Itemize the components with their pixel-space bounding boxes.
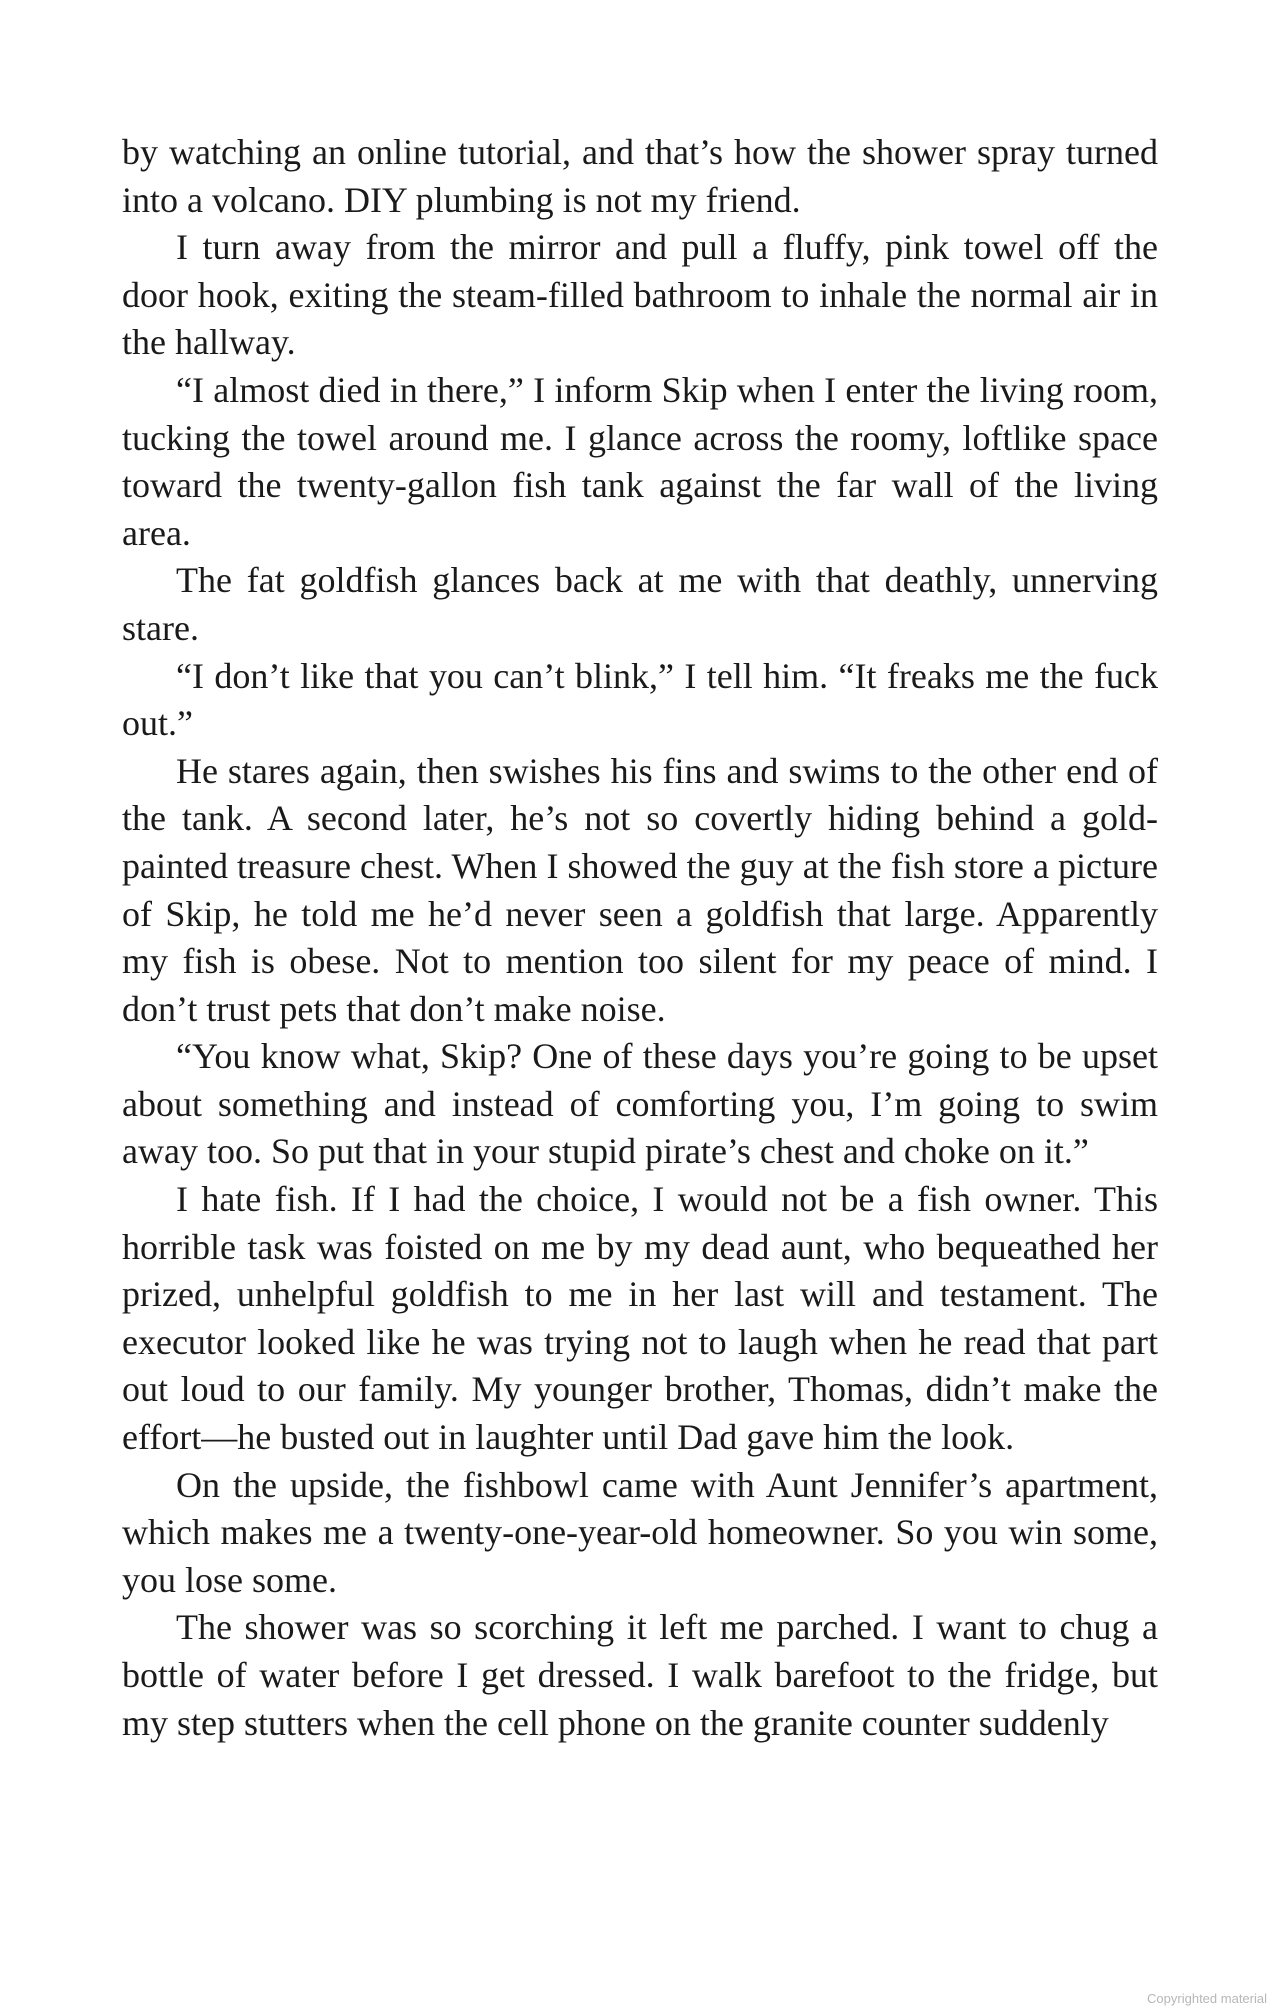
copyright-watermark: Copyrighted material — [1147, 1991, 1267, 2006]
paragraph: “You know what, Skip? One of these days you’re going to be upset about something and instead of comforting you, I’m going to swim away too. So put that in your stupid pirate’s chest and choke on it.” — [122, 1036, 1158, 1172]
paragraph: I turn away from the mirror and pull a fluffy, pink towel off the door hook, exiting the steam-filled bathroom to inhale the normal air in the hallway. — [122, 227, 1158, 363]
paragraph: On the upside, the fishbowl came with Aunt Jennifer’s apartment, which makes me a twenty-one-year-old homeowner. So you win some, you lose some. — [122, 1464, 1158, 1600]
body-text — [122, 129, 1158, 1747]
paragraph: by watching an online tutorial, and that’s how the shower spray turned into a volcano. DIY plumbing is not my friend. — [122, 132, 1158, 220]
paragraph: “I almost died in there,” I inform Skip when I enter the living room, tucking the towel around me. I glance across the roomy, loftlike space toward the twenty-gallon fish tank against the far wall of the living area. — [122, 369, 1158, 553]
paragraph: The shower was so scorching it left me parched. I want to chug a bottle of water before I get dressed. I walk barefoot to the fridge, but my step stutters when the cell phone on the granite counter suddenly — [122, 1607, 1158, 1743]
paragraph: “I don’t like that you can’t blink,” I tell him. “It freaks me the fuck out.” — [122, 655, 1158, 744]
paragraph: The fat goldfish glances back at me with that deathly, unnerving stare. — [122, 560, 1158, 648]
paragraph: He stares again, then swishes his fins and swims to the other end of the tank. A second later, he’s not so covertly hiding behind a gold-painted treasure chest. When I showed the guy at the fish store a picture of Skip, he told me he’d never seen a goldfish that large. Apparently my fish is obese. Not to mention too silent for my peace of mind. I don’t trust pets that don’t make noise. — [122, 750, 1158, 1029]
paragraph: I hate fish. If I had the choice, I would not be a fish owner. This horrible task was foisted on me by my dead aunt, who bequeathed her prized, unhelpful goldfish to me in her last will and testament. The executor looked like he was trying not to laugh when he read that part out loud to our family. My younger brother, Thomas, didn’t make the effort—he busted out in laughter until Dad gave him the look. — [122, 1179, 1158, 1458]
